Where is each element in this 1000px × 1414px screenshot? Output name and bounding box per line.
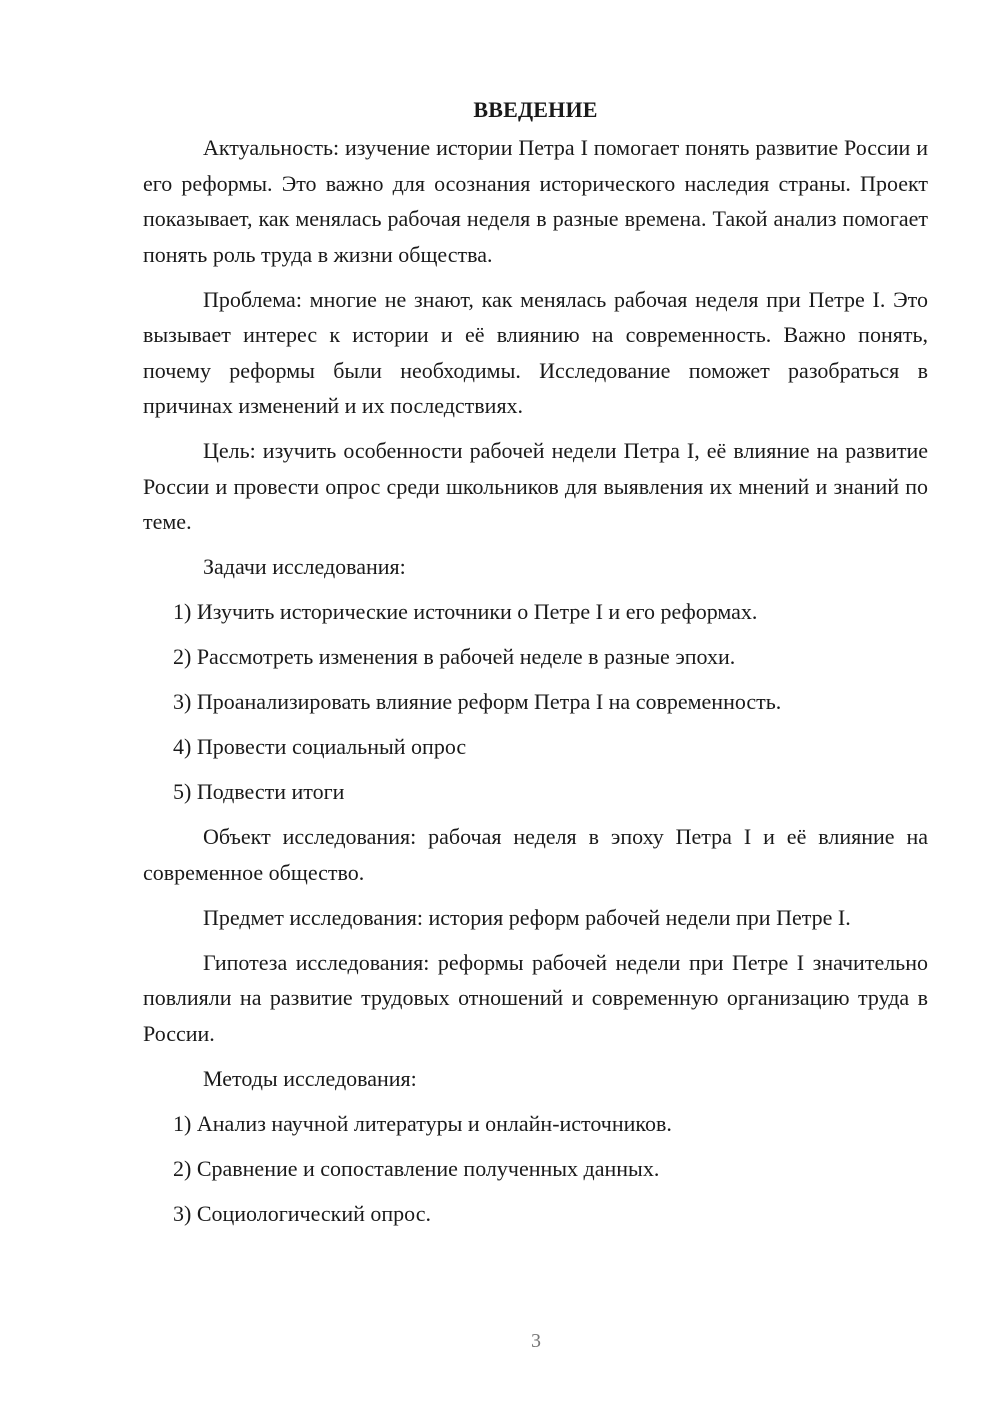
hypothesis-paragraph: Гипотеза исследования: реформы рабочей недели при Петре I значительно повлияли на развитие трудовых отношений и современную организацию труда в России. — [143, 949, 928, 1046]
list-item: 1) Изучить исторические источники о Петре I и его реформах. — [173, 599, 758, 624]
list-item: 3) Проанализировать влияние реформ Петра I на современность. — [173, 689, 782, 714]
list-item: 5) Подвести итоги — [173, 779, 345, 804]
tasks-list — [143, 594, 928, 810]
subject-paragraph: Предмет исследования: история реформ рабочей недели при Петре I. — [203, 904, 851, 930]
problem-paragraph: Проблема: многие не знают, как менялась рабочая неделя при Петре I. Это вызывает интерес к истории и её влиянию на современность. Важно понять, почему реформы были необходимы. Исследование поможет разобраться в причинах изменений и их последствиях. — [143, 286, 928, 418]
methods-title: Методы исследования: — [203, 1065, 417, 1091]
goal-paragraph: Цель: изучить особенности рабочей недели Петра I, её влияние на развитие России и провести опрос среди школьников для выявления их мнений и знаний по теме. — [143, 438, 928, 534]
page-number: 3 — [531, 1330, 541, 1352]
list-item: 1) Анализ научной литературы и онлайн-источников. — [173, 1110, 672, 1136]
list-item: 4) Провести социальный опрос — [173, 734, 467, 759]
list-item: 2) Рассмотреть изменения в рабочей неделе в разные эпохи. — [173, 644, 736, 669]
relevance-paragraph: Актуальность: изучение истории Петра I помогает понять развитие России и его реформы. Это важно для осознания исторического наследия страны. Проект показывает, как менялась рабочая неделя в разные времена. Такой анализ помогает понять роль труда в жизни общества. — [143, 135, 928, 267]
object-paragraph: Объект исследования: рабочая неделя в эпоху Петра I и её влияние на современное общество. — [143, 824, 928, 885]
list-item: 2) Сравнение и сопоставление полученных данных. — [173, 1155, 660, 1181]
list-item: 3) Социологический опрос. — [173, 1200, 431, 1226]
tasks-title: Задачи исследования: — [203, 554, 406, 579]
section-heading: ВВЕДЕНИЕ — [473, 97, 598, 122]
methods-list — [143, 1106, 928, 1232]
document-page — [143, 92, 928, 1241]
